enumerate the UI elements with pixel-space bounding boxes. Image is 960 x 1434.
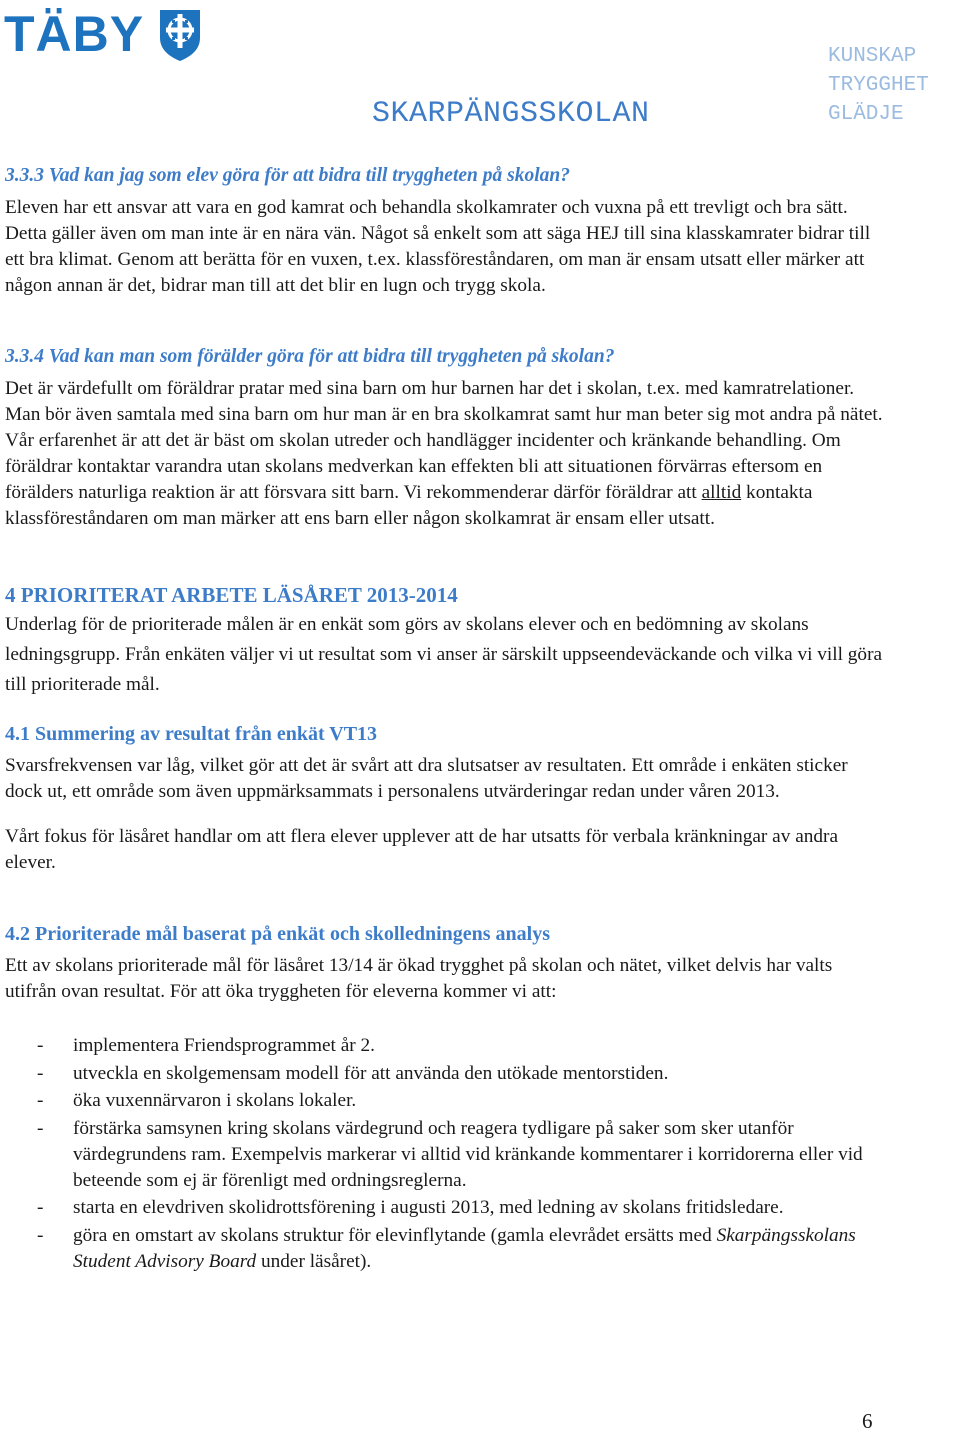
dash-bullet: - [37, 1224, 44, 1246]
list-item-text: starta en elevdriven skolidrottsförening i augusti 2013, med ledning av skolans fritidsledare. [73, 1197, 784, 1218]
list-item-text: förstärka samsynen kring skolans värdegrund och reagera tydligare på saker som sker utanför värdegrundens ram. Exempelvis markerar vi alltid vid kränkande kommentarer i korridorerna eller vid beteende som ej är förenligt med ordningsreglerna. [73, 1117, 863, 1191]
dash-bullet: - [37, 1117, 44, 1139]
section-heading: 4.1 Summering av resultat från enkät VT13 [5, 723, 378, 745]
section-3-3-4 [5, 344, 885, 532]
list-item [5, 1033, 885, 1059]
motto-line-2: TRYGGHET [828, 74, 929, 97]
page-number: 6 [862, 1409, 873, 1433]
list-item [5, 1223, 885, 1275]
list-item [5, 1088, 885, 1114]
school-motto [828, 42, 929, 129]
section-paragraph: Svarsfrekvensen var låg, vilket gör att det är svårt att dra slutsatser av resultaten. Ett område i enkäten sticker dock ut, ett område som även uppmärksammats i personalens utvärderingar redan under våren 2013. [5, 755, 848, 802]
section-paragraph: Ett av skolans prioriterade mål för läsåret 13/14 är ökad trygghet på skolan och nätet, vilket delvis har valts utifrån ovan resultat. För att öka tryggheten för eleverna kommer vi att: [5, 955, 833, 1002]
list-item [5, 1116, 885, 1194]
section-3-3-3 [5, 163, 885, 299]
paragraph-text: Det är värdefullt om föräldrar pratar med sina barn om hur barnen har det i skolan, t.ex. med kamratrelationer. Man bör även samtala med sina barn om hur man är en bra skolkamrat samt hur man beter sig mot andra på nätet. Vår erfarenhet är att det är bäst om skolan utreder och handlägger incidenter och kränkande behandling. Om föräldrar kontaktar varandra utan skolans medverkan kan effekten bli att situationen förvärras eftersom en förälders naturliga reaktion är att försvara sitt barn. Vi rekommenderar därför föräldrar att [5, 378, 883, 503]
list-item-text: utveckla en skolgemensam modell för att använda den utökade mentorstiden. [73, 1062, 669, 1084]
motto-line-1: KUNSKAP [828, 45, 917, 68]
section-4 [5, 581, 885, 700]
list-item-text: öka vuxennärvaron i skolans lokaler. [73, 1090, 357, 1111]
dash-bullet: - [37, 1062, 44, 1084]
section-heading: 3.3.3 Vad kan jag som elev göra för att bidra till tryggheten på skolan? [5, 165, 570, 186]
list-item [5, 1061, 885, 1087]
goals-list [5, 1033, 885, 1276]
logo-wordmark: TÄBY [4, 6, 145, 62]
dash-bullet: - [37, 1035, 44, 1056]
chapter-heading: 4 PRIORITERAT ARBETE LÄSÅRET 2013-2014 [5, 583, 458, 607]
section-paragraph: Underlag för de prioriterade målen är en enkät som görs av skolans elever och en bedömning av skolans ledningsgrupp. Från enkäten väljer vi ut resultat som vi anser är särskilt uppseendeväckande och vilka vi vill göra till prioriterade mål. [5, 614, 883, 695]
underlined-word: alltid [701, 482, 742, 503]
list-item-text: göra en omstart av skolans struktur för elevinflytande (gamla elevrådet ersätts med [73, 1224, 717, 1246]
section-4-2 [5, 920, 885, 1005]
section-4-1 [5, 720, 885, 876]
section-heading: 4.2 Prioriterade mål baserat på enkät och skolledningens analys [5, 923, 551, 945]
taby-logo [4, 6, 202, 67]
dash-bullet: - [37, 1090, 44, 1111]
section-paragraph: Vårt fokus för läsåret handlar om att flera elever upplever att de har utsatts för verbala kränkningar av andra elever. [5, 826, 839, 873]
school-name: SKARPÄNGSSKOLAN [372, 97, 650, 131]
paragraph-text: kontakta klassföreståndaren om man märker att ens barn eller någon skolkamrat är ensam eller utsatt. [5, 482, 813, 529]
section-paragraph: Eleven har ett ansvar att vara en god kamrat och behandla skolkamrater och vuxna på ett trevligt och bra sätt. Detta gäller även om man inte är en nära vän. Något så enkelt som att säga HEJ till sina klasskamrater bidrar till ett bra klimat. Genom att berätta för en vuxen, t.ex. klassföreståndaren, om man är ensam utsatt eller märker att någon annan är det, bidrar man till att det blir en lugn och trygg skola. [5, 197, 871, 296]
list-item-text: implementera Friendsprogrammet år 2. [73, 1035, 375, 1056]
section-paragraph [5, 376, 885, 532]
list-item-text: under läsåret). [256, 1250, 372, 1272]
italic-name: Skarpängsskolans Student Advisory Board [73, 1224, 856, 1272]
dash-bullet: - [37, 1197, 44, 1218]
list-item [5, 1195, 885, 1221]
shield-cross-icon [158, 8, 202, 67]
motto-line-3: GLÄDJE [828, 103, 904, 126]
section-heading: 3.3.4 Vad kan man som förälder göra för att bidra till tryggheten på skolan? [5, 346, 615, 367]
